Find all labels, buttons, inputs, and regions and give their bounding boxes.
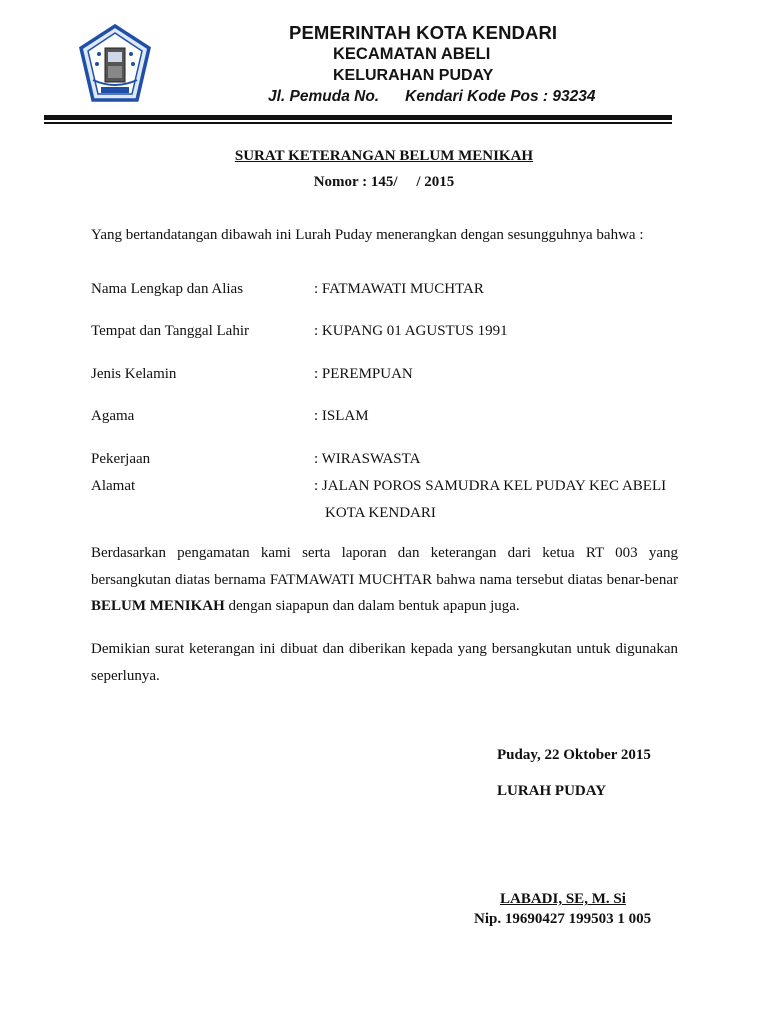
letter-number: Nomor : 145/ / 2015 — [313, 174, 455, 190]
field-value-birth: : KUPANG 01 AGUSTUS 1991 — [314, 323, 508, 339]
field-label-name: Nama Lengkap dan Alias — [91, 281, 244, 297]
letterhead-divider-thin — [44, 122, 672, 124]
field-value-occupation: : WIRASWASTA — [314, 451, 421, 467]
field-value-religion: : ISLAM — [314, 408, 369, 424]
field-label-religion: Agama — [91, 408, 135, 424]
field-value-address: : JALAN POROS SAMUDRA KEL PUDAY KEC ABELI — [314, 478, 667, 494]
closing-paragraph: Demikian surat keterangan ini dibuat dan diberikan kepada yang bersangkutan untuk digunakan seperlunya. — [91, 641, 678, 684]
signature-name: LABADI, SE, M. Si — [500, 891, 626, 907]
letterhead-address — [268, 88, 596, 106]
signature-position: LURAH PUDAY — [497, 783, 607, 799]
field-label-occupation: Pekerjaan — [91, 451, 151, 467]
field-label-gender: Jenis Kelamin — [91, 366, 177, 382]
intro-text: Yang bertandatangan dibawah ini Lurah Puday menerangkan dengan sesungguhnya bahwa : — [91, 227, 644, 243]
signature-nip: Nip. 19690427 199503 1 005 — [474, 911, 652, 927]
letterhead-government: PEMERINTAH KOTA KENDARI — [289, 22, 558, 43]
field-label-address: Alamat — [91, 478, 136, 494]
letter-title: SURAT KETERANGAN BELUM MENIKAH — [234, 148, 534, 164]
status-emphasis: BELUM MENIKAH — [91, 598, 225, 614]
letterhead-divider-thick — [44, 115, 672, 120]
kendari-city-emblem-icon — [79, 24, 151, 104]
field-value-address-line2: KOTA KENDARI — [325, 505, 436, 521]
address-postal: Kendari Kode Pos : 93234 — [405, 88, 596, 105]
field-label-birth: Tempat dan Tanggal Lahir — [91, 323, 249, 339]
letterhead-district: KECAMATAN ABELI — [333, 45, 491, 63]
statement-paragraph: Berdasarkan pengamatan kami serta laporan dan keterangan dari ketua RT 003 yang bersangkutan diatas bernama FATMAWATI MUCHTAR bahwa nama tersebut diatas benar-benar BELUM MENIKAH dengan siapapun dan dalam bentuk apapun juga. — [91, 545, 678, 614]
field-value-name: : FATMAWATI MUCHTAR — [314, 281, 484, 297]
field-value-gender: : PEREMPUAN — [314, 366, 413, 382]
letterhead-village: KELURAHAN PUDAY — [333, 67, 494, 84]
address-street: Jl. Pemuda No. — [268, 88, 380, 105]
signature-place-date: Puday, 22 Oktober 2015 — [497, 747, 651, 763]
